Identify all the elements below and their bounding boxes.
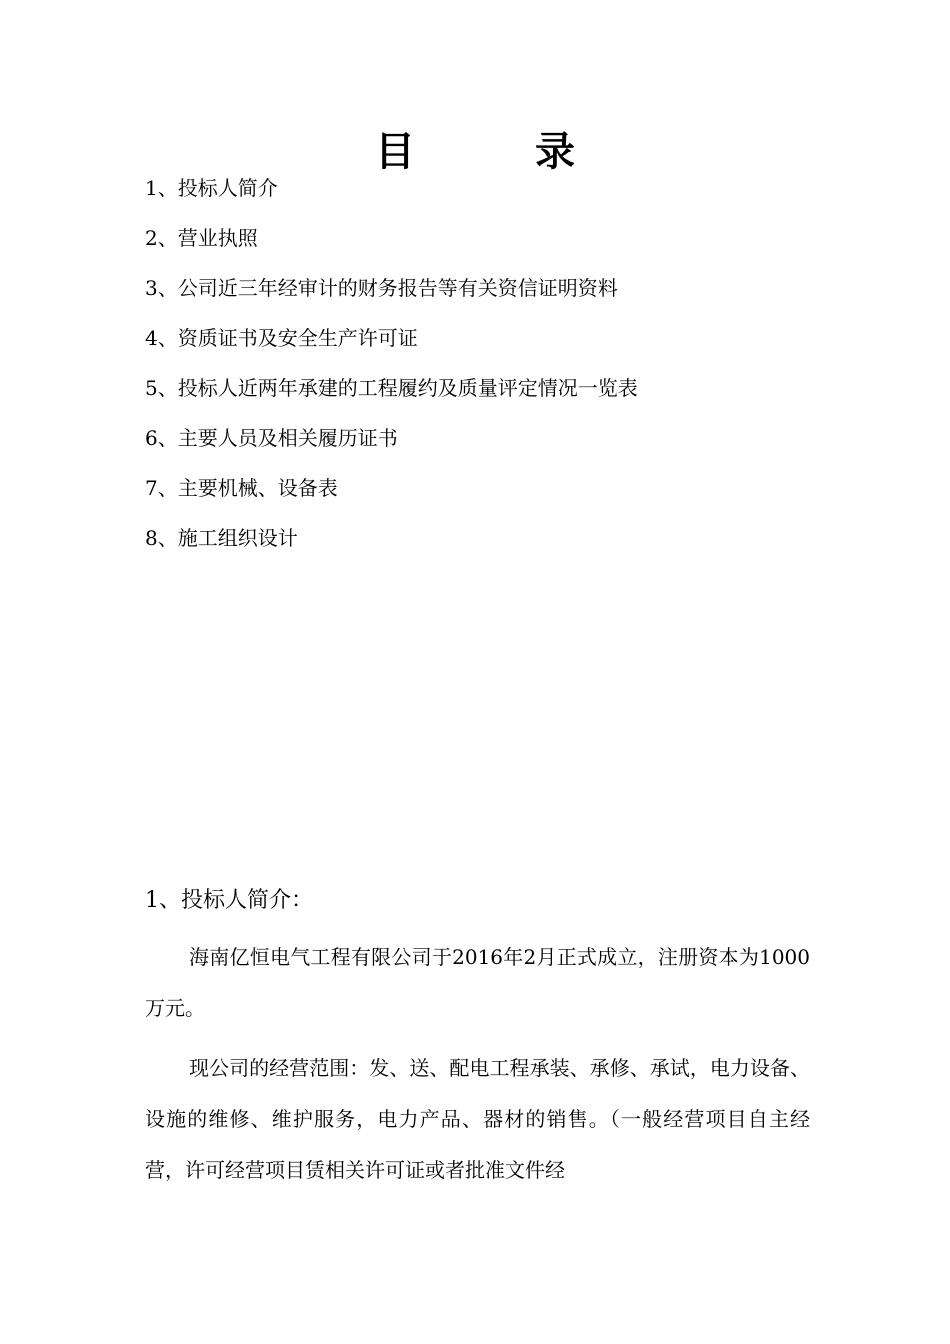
toc-item: 2、营业执照 — [145, 226, 258, 250]
toc-title: 目 录 — [375, 128, 615, 175]
body-paragraph: 海南亿恒电气工程有限公司于2016年2月正式成立，注册资本为1000万元。 — [145, 945, 810, 1020]
toc-list — [145, 172, 845, 572]
toc-item: 7、主要机械、设备表 — [145, 476, 338, 500]
toc-item: 8、施工组织设计 — [145, 526, 298, 550]
toc-item: 6、主要人员及相关履历证书 — [145, 426, 398, 450]
toc-item: 1、投标人简介 — [145, 176, 278, 200]
body-paragraph: 现公司的经营范围：发、送、配电工程承装、承修、承试，电力设备、设施的维修、维护服务，电力产品、器材的销售。（一般经营项目自主经营，许可经营项目赁相关许可证或者批准文件经 — [145, 1056, 810, 1182]
toc-item: 5、投标人近两年承建的工程履约及质量评定情况一览表 — [145, 376, 638, 400]
toc-item: 4、资质证书及安全生产许可证 — [145, 326, 418, 350]
section-heading: 1、投标人简介： — [145, 888, 313, 913]
toc-item: 3、公司近三年经审计的财务报告等有关资信证明资料 — [145, 276, 618, 300]
